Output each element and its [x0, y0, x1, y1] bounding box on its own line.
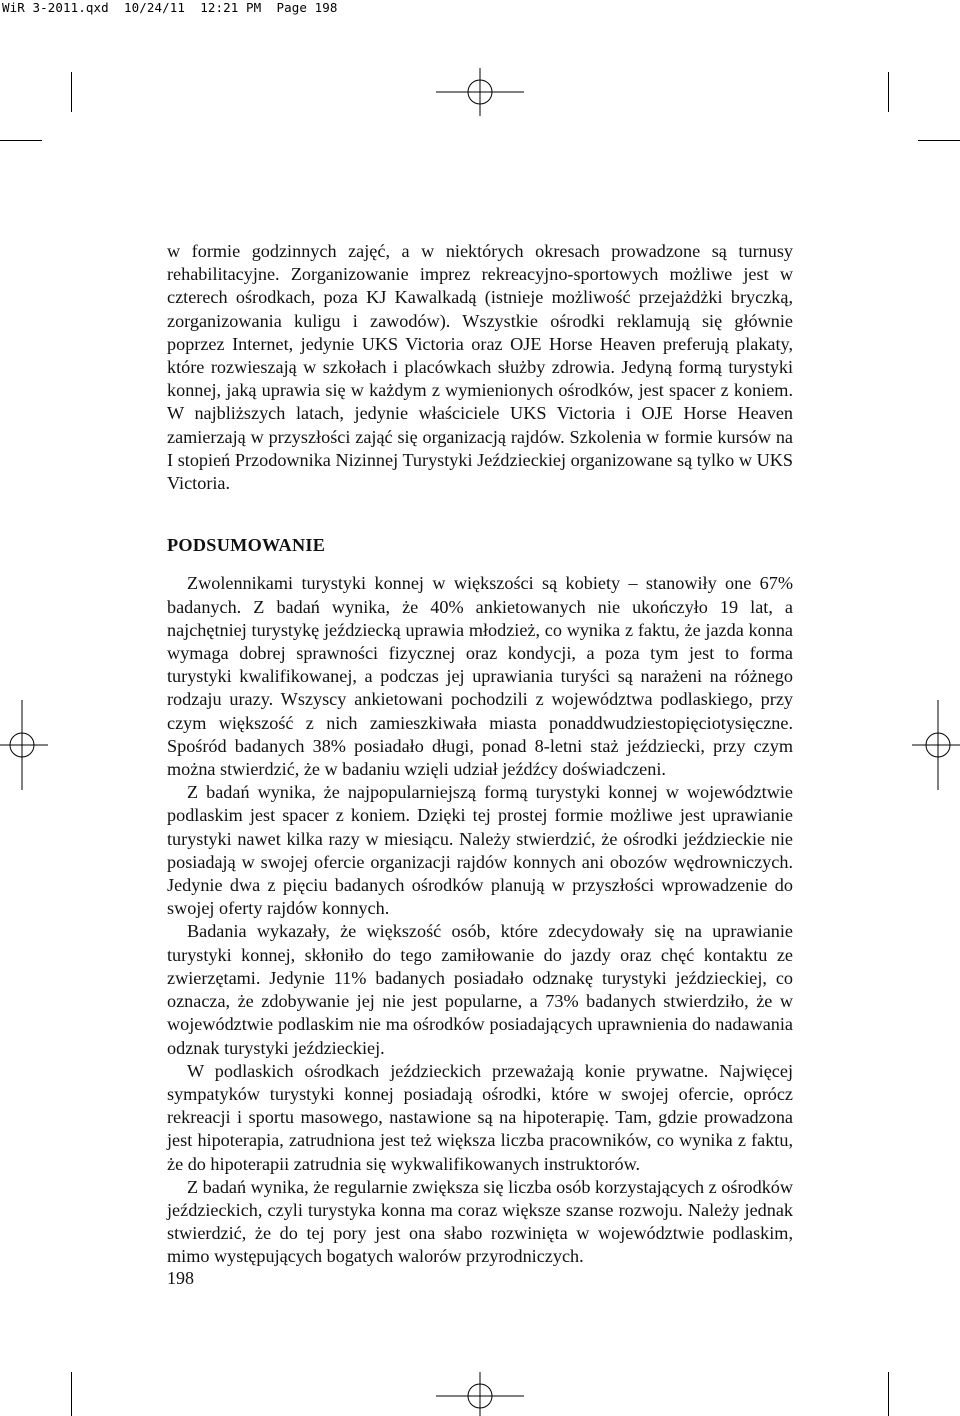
- page-body: [167, 240, 793, 1269]
- registration-mark-bottom: [436, 1372, 524, 1416]
- crop-mark-top-left-horizontal: [0, 140, 42, 141]
- crop-mark-bottom-left-vertical: [71, 1372, 72, 1416]
- crop-mark-top-left-vertical: [71, 72, 72, 112]
- summary-paragraph: Z badań wynika, że najpopularniejszą formą turystyki konnej w województwie podlaskim jest spacer z koniem. Dzięki tej prostej formie możliwe jest uprawianie turystyki nawet kilka razy w miesiącu. Należy stwierdzić, że ośrodki jeździeckie nie posiadają w swojej ofercie organizacji rajdów konnych ani obozów wędrowniczych. Jedynie dwa z pięciu badanych ośrodków planują w przyszłości wprowadzenie do swojej oferty rajdów konnych.: [167, 782, 793, 919]
- registration-mark-left: [0, 700, 48, 790]
- file-slug: WiR 3-2011.qxd 10/24/11 12:21 PM Page 198: [2, 0, 338, 15]
- page-number: 198: [167, 1268, 194, 1288]
- intro-paragraph: w formie godzinnych zajęć, a w niektórych okresach prowadzone są turnusy rehabilitacyjne. Zorganizowanie imprez rekreacyjno-sportowych możliwe jest w czterech ośrodkach, poza KJ Kawalkadą (istnieje możliwość przejażdżki bryczką, zorganizowania kuligu i zawodów). Wszystkie ośrodki reklamują się głównie poprzez Internet, jedynie UKS Victoria oraz OJE Horse Heaven preferują plakaty, które rozwieszają w szkołach i placówkach służby zdrowia. Jedyną formą turystyki konnej, jaką uprawia się w każdym z wymienionych ośrodków, jest spacer z koniem. W najbliższych latach, jedynie właściciele UKS Victoria i OJE Horse Heaven zamierzają w przyszłości zająć się organizacją rajdów. Szkolenia w formie kursów na I stopień Przodownika Nizinnej Turystyki Jeździeckiej organizowane są tylko w UKS Victoria.: [167, 241, 793, 494]
- summary-paragraph: Zwolennikami turystyki konnej w większości są kobiety – stanowiły one 67% badanych. Z badań wynika, że 40% ankietowanych nie ukończyło 19 lat, a najchętniej turystykę jeździecką uprawia młodzież, co wynika z faktu, że jazda konna wymaga dobrej sprawności fizycznej oraz kondycji, a poza tym jest to forma turystyki kwalifikowanej, a podczas jej uprawiania turyści są narażeni na różnego rodzaju urazy. Wszyscy ankietowani pochodzili z województwa podlaskiego, przy czym większość z nich zamieszkiwała miasta ponaddwudziestopięciotysięczne. Spośród badanych 38% posiadało długi, ponad 8-letni staż jeździecki, przy czym można stwierdzić, że w badaniu wzięli udział jeźdźcy doświadczeni.: [167, 573, 793, 780]
- summary-paragraph: W podlaskich ośrodkach jeździeckich przeważają konie prywatne. Najwięcej sympatyków turystyki konnej posiadają ośrodki, które w swojej ofercie, oprócz rekreacji i sportu masowego, nastawione są na hipoterapię. Tam, gdzie prowadzona jest hipoterapia, zatrudniona jest też większa liczba pracowników, co wynika z faktu, że do hipoterapii zatrudnia się wykwalifikowanych instruktorów.: [167, 1060, 793, 1174]
- crop-mark-top-right-vertical: [888, 72, 889, 112]
- summary-paragraph: Z badań wynika, że regularnie zwiększa się liczba osób korzystających z ośrodków jeździeckich, czyli turystyka konna ma coraz większe szanse rozwoju. Należy jednak stwierdzić, że do tej pory jest ona słabo rozwinięta w województwie podlaskim, mimo występujących bogatych walorów przyrodniczych.: [167, 1176, 794, 1267]
- section-heading: PODSUMOWANIE: [167, 535, 326, 556]
- crop-mark-top-right-horizontal: [918, 140, 960, 141]
- crop-mark-bottom-right-vertical: [888, 1372, 889, 1416]
- registration-mark-right: [912, 700, 960, 790]
- summary-paragraph: Badania wykazały, że większość osób, które zdecydowały się na uprawianie turystyki konnej, skłoniło do tego zamiłowanie do jazdy oraz chęć kontaktu ze zwierzętami. Jedynie 11% badanych posiadało odznakę turystyki jeździeckiej, co oznacza, że zdobywanie jej nie jest popularne, a 73% badanych stwierdziło, że w województwie podlaskim nie ma ośrodków posiadających uprawnienia do nadawania odznak turystyki jeździeckiej.: [167, 921, 793, 1058]
- registration-mark-top: [436, 68, 524, 116]
